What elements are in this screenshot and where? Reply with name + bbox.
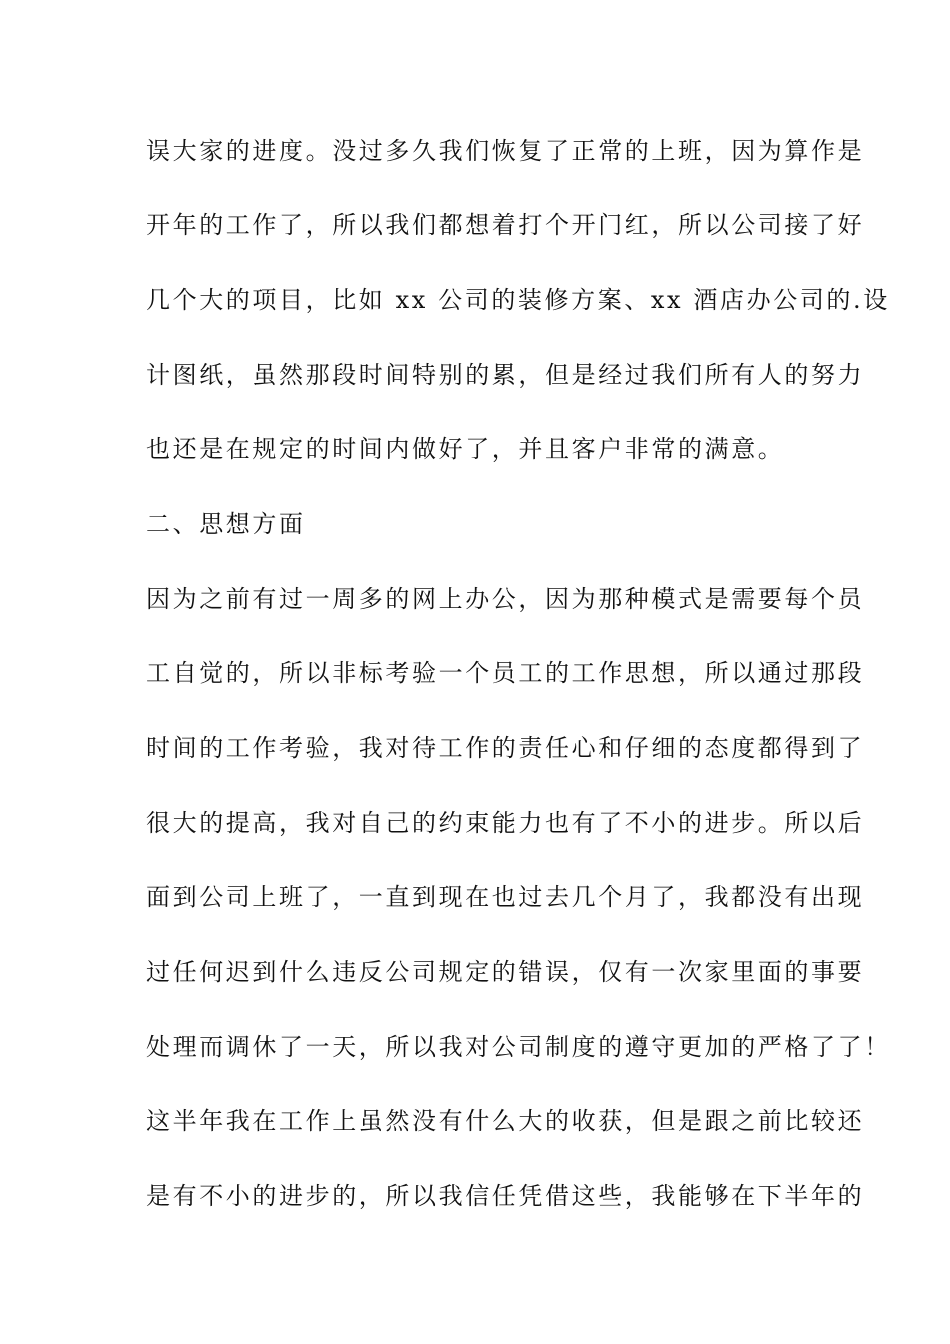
paragraph-line: 时间的工作考验，我对待工作的责任心和仔细的态度都得到了	[146, 734, 865, 762]
paragraph-line: 很大的提高，我对自己的约束能力也有了不小的进步。所以后	[146, 809, 865, 837]
paragraph-line: 过任何迟到什么违反公司规定的错误，仅有一次家里面的事要	[146, 958, 865, 986]
section-heading: 二、思想方面	[146, 510, 306, 538]
paragraph-line: 因为之前有过一周多的网上办公，因为那种模式是需要每个员	[146, 585, 865, 613]
paragraph-line: 误大家的进度。没过多久我们恢复了正常的上班，因为算作是	[146, 137, 865, 165]
paragraph-line: 也还是在规定的时间内做好了，并且客户非常的满意。	[146, 435, 785, 463]
paragraph-line: 几个大的项目，比如 xx 公司的装修方案、xx 酒店办公司的.设	[146, 286, 890, 314]
paragraph-line: 计图纸，虽然那段时间特别的累，但是经过我们所有人的努力	[146, 361, 865, 389]
paragraph-line: 工自觉的，所以非标考验一个员工的工作思想，所以通过那段	[146, 659, 865, 687]
paragraph-line: 是有不小的进步的，所以我信任凭借这些，我能够在下半年的	[146, 1182, 865, 1210]
paragraph-line: 处理而调休了一天，所以我对公司制度的遵守更加的严格了了！	[146, 1033, 891, 1061]
paragraph-line: 开年的工作了，所以我们都想着打个开门红，所以公司接了好	[146, 211, 865, 239]
paragraph-line: 这半年我在工作上虽然没有什么大的收获，但是跟之前比较还	[146, 1107, 865, 1135]
paragraph-line: 面到公司上班了，一直到现在也过去几个月了，我都没有出现	[146, 883, 865, 911]
